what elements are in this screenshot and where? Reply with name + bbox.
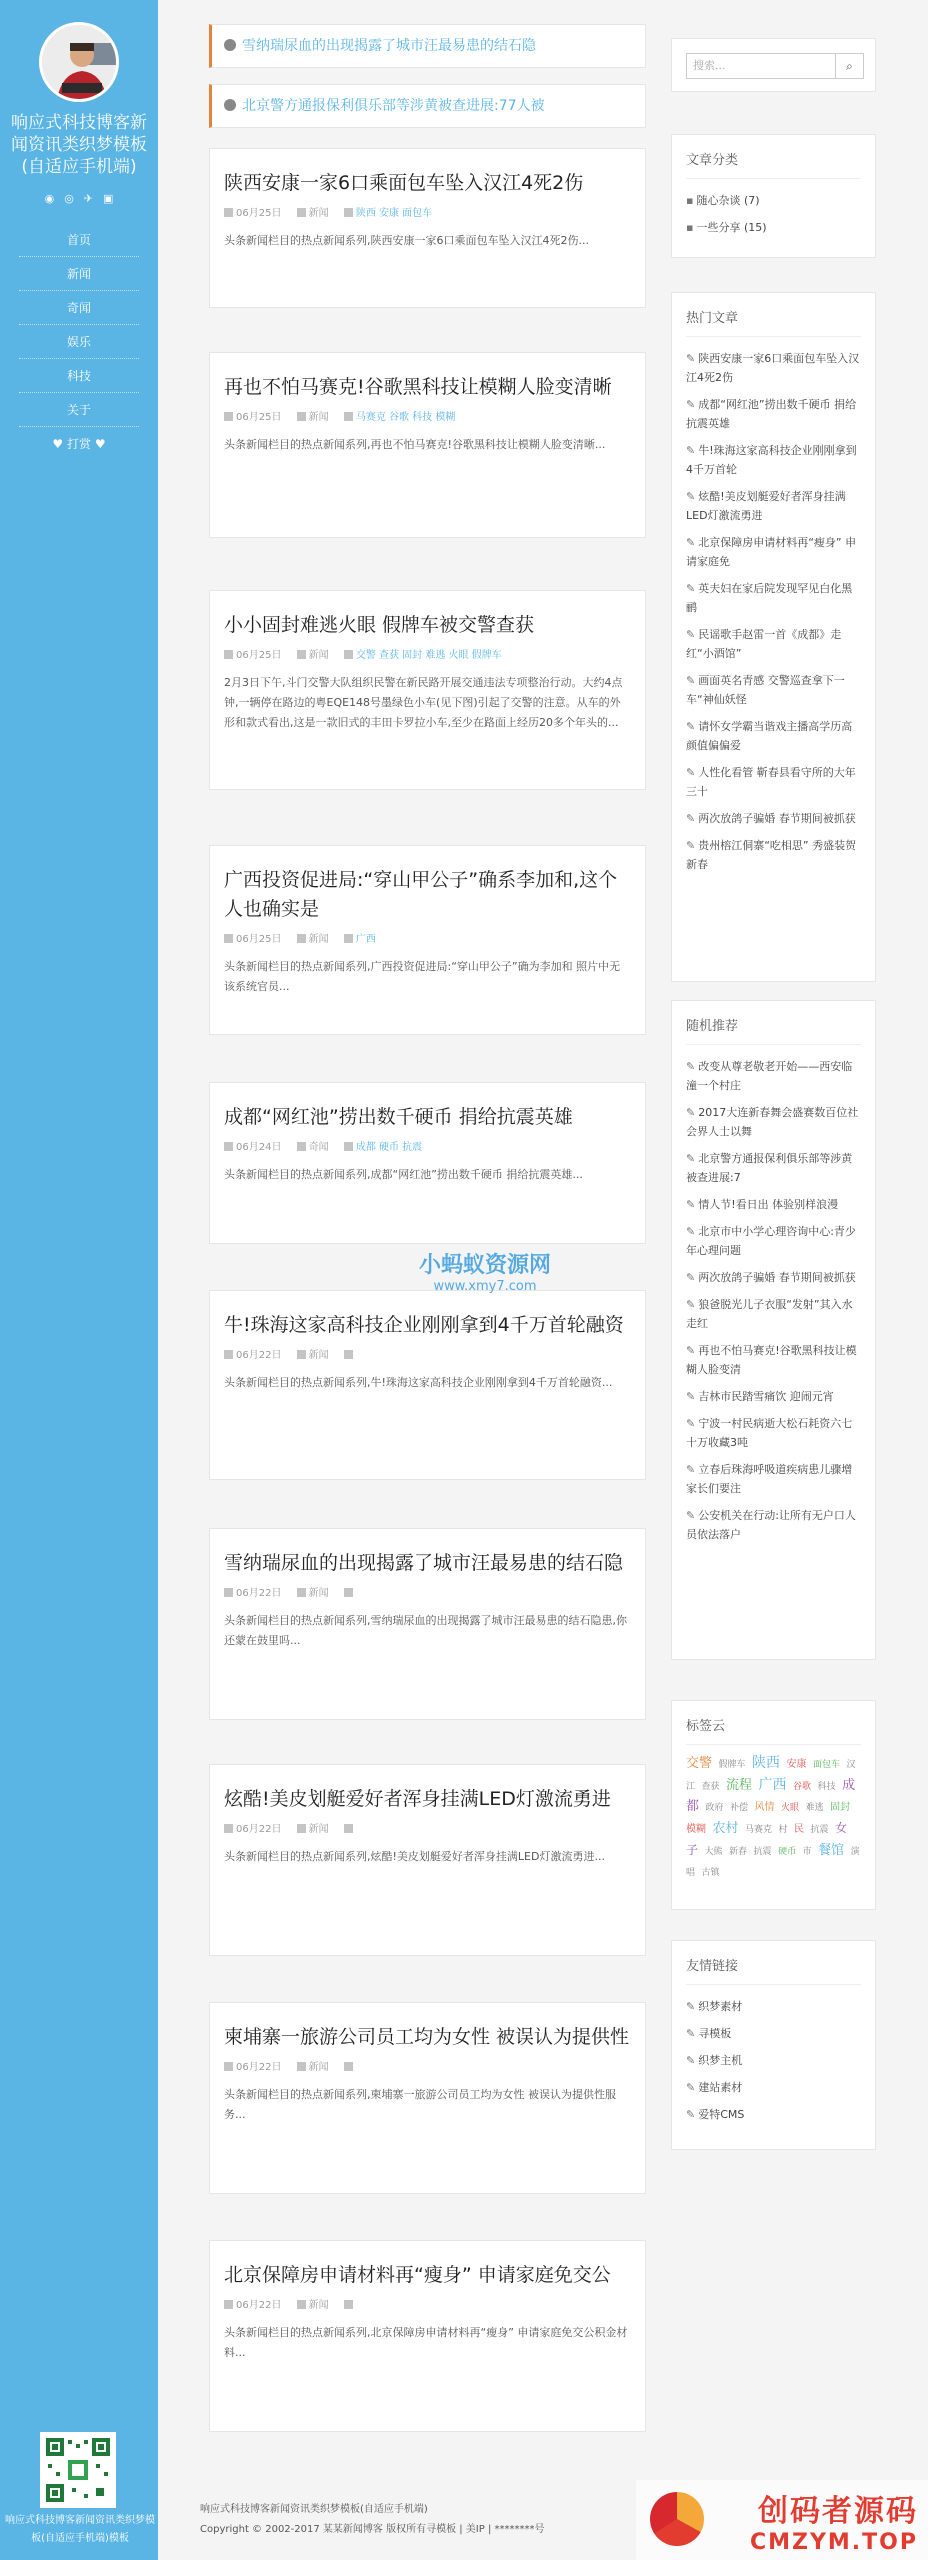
folder-icon	[297, 412, 306, 421]
folder-icon	[297, 1588, 306, 1597]
avatar-image	[42, 25, 119, 102]
facebook-icon[interactable]: ▣	[103, 192, 114, 205]
tag-icon	[344, 1588, 353, 1597]
calendar-icon	[224, 2062, 233, 2071]
nav-donate-label: 打赏	[66, 437, 91, 451]
hot-article-item-label: 民谣歌手赵雷一首《成都》走红“小酒馆”	[686, 628, 842, 660]
links-widget	[671, 1940, 876, 2150]
random-article-item-label: 改变从尊老敬老开始——西安临潼一个村庄	[686, 1060, 853, 1092]
article-meta	[224, 1820, 631, 1835]
watermark-logo	[636, 2480, 928, 2560]
pencil-icon: ✎	[686, 1344, 696, 1357]
random-articles-widget	[671, 1000, 876, 1660]
article-meta	[224, 2058, 631, 2073]
tag-link[interactable]: 抗震	[810, 1825, 829, 1835]
hot-article-item[interactable]	[686, 667, 861, 713]
friend-link-item-label: 织梦素材	[698, 2000, 743, 2013]
article-excerpt: 头条新闻栏目的热点新闻系列,炫酷!美皮划艇爱好者浑身挂满LED灯激流勇进...	[224, 1850, 605, 1863]
article-meta	[224, 1346, 631, 1361]
hot-articles-widget	[671, 292, 876, 982]
folder-icon: ▪	[686, 194, 694, 207]
random-article-item-label: 立春后珠海呼吸道疾病患儿骤增 家长们要注	[686, 1463, 853, 1495]
friend-link-item[interactable]	[686, 2020, 861, 2047]
sidebar-footer-text: 响应式科技博客新闻资讯类织梦模板(自适应手机端)模板	[5, 2515, 155, 2544]
pencil-icon: ✎	[686, 398, 696, 411]
random-article-item[interactable]	[686, 1099, 861, 1145]
article-card	[209, 1528, 646, 1720]
article-excerpt: 2月3日下午,斗门交警大队组织民警在新民路开展交通违法专项整治行动。大约4点钟,一辆停在路边的粤EQE148号墨绿色小车(见下图)引起了交警的注意。从车的外形和款式看出,这是一款旧式的丰田卡罗拉小车,至少在路面上经历20多个年头的...	[224, 676, 623, 729]
random-article-item[interactable]	[686, 1337, 861, 1383]
article-excerpt: 头条新闻栏目的热点新闻系列,北京保障房申请材料再“瘦身” 申请家庭免交公积金材料...	[224, 2326, 628, 2359]
random-article-item-label: 狼爸脱光儿子衣服“发射”其入水走红	[686, 1298, 853, 1330]
tag-link[interactable]: 马赛克	[745, 1825, 773, 1835]
hot-article-item[interactable]	[686, 529, 861, 575]
tag-link[interactable]: 成都	[686, 1778, 856, 1814]
random-article-item-label: 公安机关在行动:让所有无户口人员依法落户	[686, 1509, 856, 1541]
pencil-icon: ✎	[686, 628, 696, 641]
friend-link-item-label: 爱特CMS	[698, 2108, 745, 2121]
article-date: 06月22日	[236, 1350, 282, 1361]
tag-icon	[344, 1142, 353, 1151]
random-article-item[interactable]	[686, 1191, 861, 1218]
tag-link[interactable]: 固封	[830, 1802, 851, 1813]
tag-link[interactable]: 谷歌	[793, 1782, 812, 1792]
tag-link[interactable]: 流程	[726, 1778, 753, 1793]
tag-link[interactable]: 补偿	[730, 1803, 749, 1813]
calendar-icon	[224, 650, 233, 659]
tag-link[interactable]: 风情	[754, 1802, 775, 1813]
article-title[interactable]: 再也不怕马赛克!谷歌黑科技让模糊人脸变清晰	[224, 376, 612, 398]
social-links	[0, 192, 158, 205]
tag-link[interactable]: 硬币	[778, 1847, 797, 1857]
article-excerpt: 头条新闻栏目的热点新闻系列,牛!珠海这家高科技企业刚刚拿到4千万首轮融资...	[224, 1376, 613, 1389]
article-card	[209, 352, 646, 538]
tag-link[interactable]: 大熊	[704, 1847, 723, 1857]
categories-widget	[671, 134, 876, 258]
hot-article-item-label: 英夫妇在家后院发现罕见白化黑鹂	[686, 582, 853, 614]
article-title[interactable]: 北京保障房申请材料再“瘦身” 申请家庭免交公	[224, 2264, 611, 2286]
hot-article-item[interactable]	[686, 437, 861, 483]
calendar-icon	[224, 934, 233, 943]
tag-link[interactable]: 抗震	[753, 1847, 772, 1857]
random-article-item-label: 两次放鸽子骗婚 春节期间被抓获	[698, 1271, 856, 1284]
article-category[interactable]: 新闻	[308, 2300, 329, 2311]
article-title[interactable]: 炫酷!美皮划艇爱好者浑身挂满LED灯激流勇进	[224, 1788, 611, 1810]
weibo-icon[interactable]: ◎	[64, 192, 74, 205]
pencil-icon: ✎	[686, 1198, 696, 1211]
tag-link[interactable]: 难逃	[805, 1803, 824, 1813]
category-label: 一些分享 (15)	[696, 221, 767, 234]
article-meta	[224, 930, 631, 945]
article-meta	[224, 408, 631, 423]
hot-article-item-label: 画面英名青感 交警巡查拿下一车“神仙妖怪	[686, 674, 845, 706]
calendar-icon	[224, 412, 233, 421]
article-card	[209, 590, 646, 790]
qr-code-image	[44, 2436, 112, 2504]
article-card	[209, 1082, 646, 1244]
article-excerpt: 头条新闻栏目的热点新闻系列,柬埔寨一旅游公司员工均为女性 被误认为提供性服务...	[224, 2088, 616, 2121]
random-article-item[interactable]	[686, 1410, 861, 1456]
brand-logo-icon	[650, 2492, 704, 2546]
tag-link[interactable]: 火眼	[781, 1803, 800, 1813]
friend-link-item-label: 建站素材	[698, 2081, 743, 2094]
pencil-icon: ✎	[686, 1463, 696, 1476]
notice-item[interactable]	[209, 24, 646, 68]
article-excerpt: 头条新闻栏目的热点新闻系列,雪纳瑞尿血的出现揭露了城市汪最易患的结石隐患,你还蒙在鼓里吗...	[224, 1614, 627, 1647]
tag-icon	[344, 1824, 353, 1833]
article-tags[interactable]: 马赛克 谷歌 科技 模糊	[355, 412, 456, 423]
category-item[interactable]	[686, 187, 861, 214]
pencil-icon: ✎	[686, 720, 696, 733]
tag-link[interactable]: 陕西	[752, 1755, 781, 1771]
hot-article-item[interactable]	[686, 621, 861, 667]
tag-link[interactable]: 查获	[701, 1782, 720, 1792]
folder-icon	[297, 650, 306, 659]
pencil-icon: ✎	[686, 2054, 696, 2067]
left-sidebar	[0, 0, 158, 2560]
twitter-icon[interactable]: ✈	[83, 192, 94, 205]
hot-article-item[interactable]	[686, 713, 861, 759]
tag-icon	[344, 1350, 353, 1359]
article-date: 06月22日	[236, 2300, 282, 2311]
article-tags[interactable]: 交警 查获 固封 难逃 火眼 假牌车	[355, 650, 502, 661]
hot-article-item[interactable]	[686, 759, 861, 805]
nav-tech[interactable]: 科技	[19, 359, 139, 393]
random-article-item-label: 2017大连新春舞会盛赛数百位社会界人士以舞	[686, 1106, 859, 1138]
tag-icon	[344, 412, 353, 421]
tag-link[interactable]: 面包车	[813, 1760, 841, 1770]
pencil-icon: ✎	[686, 1152, 696, 1165]
hot-article-item-label: 牛!珠海这家高科技企业刚刚拿到4千万首轮	[686, 444, 857, 476]
pencil-icon: ✎	[686, 444, 696, 457]
tag-link[interactable]: 汉江	[686, 1760, 856, 1792]
tag-link[interactable]: 交警	[686, 1756, 713, 1771]
friend-link-item[interactable]	[686, 2101, 861, 2128]
article-category[interactable]: 新闻	[308, 1824, 329, 1835]
hot-article-item-label: 炫酷!美皮划艇爱好者浑身挂满LED灯激流勇进	[686, 490, 846, 522]
calendar-icon	[224, 1588, 233, 1597]
article-date: 06月25日	[236, 934, 282, 945]
friend-link-item[interactable]	[686, 2074, 861, 2101]
random-article-item-label: 北京警方通报保利俱乐部等涉黄被查进展:7	[686, 1152, 853, 1184]
copyright-text: Copyright © 2002-2017 某某新闻博客 版权所有寻模板 | 美IP | ********号	[200, 2524, 545, 2535]
random-article-item[interactable]	[686, 1145, 861, 1191]
article-date: 06月22日	[236, 1824, 282, 1835]
random-article-item-label: 情人节!看日出 体验别样浪漫	[698, 1198, 839, 1211]
heart-icon: ♥	[91, 437, 106, 451]
notice-icon	[224, 99, 236, 111]
article-title[interactable]: 小小固封难逃火眼 假牌车被交警查获	[224, 614, 535, 636]
notice-text: 雪纳瑞尿血的出现揭露了城市汪最易患的结石隐	[242, 38, 536, 54]
widget-title: 友情链接	[686, 1955, 861, 1985]
article-excerpt: 头条新闻栏目的热点新闻系列,陕西安康一家6口乘面包车坠入汉江4死2伤...	[224, 234, 589, 247]
nav-about[interactable]: 关于	[19, 393, 139, 427]
hot-article-item-label: 人性化看管 靳春县看守所的大年三十	[686, 766, 856, 798]
article-title[interactable]: 陕西安康一家6口乘面包车坠入汉江4死2伤	[224, 172, 584, 194]
nav-donate[interactable]	[19, 427, 139, 461]
article-category[interactable]: 新闻	[308, 208, 329, 219]
article-meta	[224, 2296, 631, 2311]
pencil-icon: ✎	[686, 812, 696, 825]
tag-icon	[344, 650, 353, 659]
hot-article-item[interactable]	[686, 832, 861, 878]
rss-icon[interactable]: ◉	[44, 192, 55, 205]
article-card	[209, 2240, 646, 2432]
category-item[interactable]	[686, 214, 861, 241]
pencil-icon: ✎	[686, 2027, 696, 2040]
pencil-icon: ✎	[686, 1390, 696, 1403]
watermark-text: 小蚂蚁资源网	[418, 1253, 551, 1278]
article-category[interactable]: 新闻	[308, 1350, 329, 1361]
folder-icon	[297, 1142, 306, 1151]
tag-link[interactable]: 女子	[686, 1821, 848, 1857]
tag-link[interactable]: 餐馆	[818, 1843, 845, 1858]
article-excerpt: 头条新闻栏目的热点新闻系列,再也不怕马赛克!谷歌黑科技让模糊人脸变清晰...	[224, 438, 606, 451]
category-label: 随心杂谈 (7)	[696, 194, 760, 207]
watermark-url: www.xmy7.com	[433, 1279, 537, 1294]
nav-news[interactable]: 新闻	[19, 257, 139, 291]
friend-link-item-label: 织梦主机	[698, 2054, 743, 2067]
tag-link[interactable]: 安康	[786, 1759, 807, 1770]
hot-article-item[interactable]	[686, 483, 861, 529]
pencil-icon: ✎	[686, 582, 696, 595]
watermark	[360, 1248, 610, 1304]
article-category[interactable]: 新闻	[308, 1588, 329, 1599]
tag-cloud	[686, 1753, 861, 1883]
tag-icon	[344, 2300, 353, 2309]
article-title[interactable]: 柬埔寨一旅游公司员工均为女性 被误认为提供性	[224, 2026, 630, 2048]
pencil-icon: ✎	[686, 1225, 696, 1238]
random-article-item[interactable]	[686, 1218, 861, 1264]
search-button[interactable]	[836, 53, 864, 79]
article-title[interactable]: 牛!珠海这家高科技企业刚刚拿到4千万首轮融资	[224, 1314, 624, 1336]
folder-icon	[297, 2062, 306, 2071]
hot-article-item-label: 两次放鸽子骗婚 春节期间被抓获	[698, 812, 856, 825]
hot-article-item-label: 北京保障房申请材料再“瘦身” 申请家庭免	[686, 536, 857, 568]
watermark-cn: 创码者源码	[758, 2494, 918, 2529]
pencil-icon: ✎	[686, 536, 696, 549]
friend-link-item[interactable]	[686, 2047, 861, 2074]
folder-icon	[297, 208, 306, 217]
random-article-item-label: 北京市中小学心理咨询中心:青少年心理问题	[686, 1225, 856, 1257]
random-article-item[interactable]	[686, 1456, 861, 1502]
tag-link[interactable]: 古镇	[701, 1868, 720, 1878]
pencil-icon: ✎	[686, 2081, 696, 2094]
random-article-item[interactable]	[686, 1264, 861, 1291]
page-footer	[200, 2500, 640, 2540]
notice-icon	[224, 39, 236, 51]
article-card	[209, 1290, 646, 1480]
folder-icon	[297, 1824, 306, 1833]
article-date: 06月25日	[236, 650, 282, 661]
heart-icon: ♥	[52, 437, 67, 451]
hot-article-item-label: 请怀女学霸当谐戏主播高学历高颜值偏偏爱	[686, 720, 853, 752]
article-card	[209, 148, 646, 308]
search-widget	[671, 38, 876, 92]
hot-article-item-label: 陕西安康一家6口乘面包车坠入汉江4死2伤	[686, 352, 860, 384]
nav-home[interactable]: 首页	[19, 223, 139, 257]
watermark-en: CMZYM.TOP	[749, 2530, 918, 2555]
article-meta	[224, 1138, 631, 1153]
nav-oddities[interactable]: 奇闻	[19, 291, 139, 325]
site-title[interactable]: 响应式科技博客新闻资讯类织梦模板(自适应手机端)	[11, 113, 147, 177]
pencil-icon: ✎	[686, 2108, 696, 2121]
tag-link[interactable]: 科技	[817, 1782, 836, 1792]
article-meta	[224, 646, 631, 661]
tag-link[interactable]: 模糊	[686, 1824, 706, 1835]
random-article-item[interactable]	[686, 1502, 861, 1548]
pencil-icon: ✎	[686, 1106, 696, 1119]
footer-title[interactable]: 响应式科技博客新闻资讯类织梦模板(自适应手机端)	[200, 2504, 428, 2515]
article-category[interactable]: 新闻	[308, 412, 329, 423]
article-category[interactable]: 新闻	[308, 650, 329, 661]
widget-title: 文章分类	[686, 149, 861, 179]
tag-link[interactable]: 假牌车	[718, 1760, 746, 1770]
widget-title: 随机推荐	[686, 1015, 861, 1045]
pencil-icon: ✎	[686, 1509, 696, 1522]
main-nav	[0, 223, 158, 461]
pencil-icon: ✎	[686, 352, 696, 365]
nav-entertainment[interactable]: 娱乐	[19, 325, 139, 359]
hot-article-item[interactable]	[686, 345, 861, 391]
random-article-item[interactable]	[686, 1383, 861, 1410]
hot-article-item[interactable]	[686, 575, 861, 621]
article-title[interactable]: 广西投资促进局:“穿山甲公子”确系李加和,这个人也确实是	[224, 869, 618, 920]
tag-link[interactable]: 村	[778, 1825, 788, 1835]
friend-link-item[interactable]	[686, 1993, 861, 2020]
article-category[interactable]: 奇闻	[308, 1142, 329, 1153]
article-card	[209, 845, 646, 1035]
article-date: 06月25日	[236, 208, 282, 219]
tag-link[interactable]: 演唱	[686, 1847, 860, 1878]
search-icon: ⌕	[846, 59, 853, 73]
article-category[interactable]: 新闻	[308, 934, 329, 945]
avatar[interactable]	[39, 22, 119, 102]
hot-article-item[interactable]	[686, 391, 861, 437]
random-article-item-label: 宁波一村民病逝大松石耗资六七十万收藏3吨	[686, 1417, 853, 1449]
calendar-icon	[224, 208, 233, 217]
article-card	[209, 1764, 646, 1956]
pencil-icon: ✎	[686, 766, 696, 779]
random-article-item-label: 吉林市民踏雪痛饮 迎闹元宵	[698, 1390, 834, 1403]
article-date: 06月25日	[236, 412, 282, 423]
folder-icon	[297, 2300, 306, 2309]
search-input[interactable]: 搜索...	[686, 53, 836, 79]
hot-article-item-label: 贵州榕江侗寨“吃相思” 秀盛装贺新春	[686, 839, 857, 871]
calendar-icon	[224, 1824, 233, 1833]
article-excerpt: 头条新闻栏目的热点新闻系列,成都“网红池”捞出数千硬币 捐给抗震英雄...	[224, 1168, 583, 1181]
article-title[interactable]: 成都“网红池”捞出数千硬币 捐给抗震英雄	[224, 1106, 573, 1128]
hot-article-item[interactable]	[686, 805, 861, 832]
article-date: 06月24日	[236, 1142, 282, 1153]
folder-icon: ▪	[686, 221, 694, 234]
pencil-icon: ✎	[686, 839, 696, 852]
pencil-icon: ✎	[686, 1060, 696, 1073]
qr-code	[40, 2432, 116, 2508]
article-title[interactable]: 雪纳瑞尿血的出现揭露了城市汪最易患的结石隐	[224, 1552, 624, 1574]
tag-link[interactable]: 新春	[729, 1847, 748, 1857]
article-meta	[224, 204, 631, 219]
tag-icon	[344, 934, 353, 943]
article-tags[interactable]: 广西	[355, 934, 376, 945]
pencil-icon: ✎	[686, 1298, 696, 1311]
pencil-icon: ✎	[686, 490, 696, 503]
random-article-item[interactable]	[686, 1053, 861, 1099]
tag-link[interactable]: 市	[802, 1847, 812, 1857]
widget-title: 标签云	[686, 1715, 861, 1745]
notice-text: 北京警方通报保利俱乐部等涉黄被查进展:77人被	[242, 98, 545, 114]
random-article-item[interactable]	[686, 1291, 861, 1337]
notice-item[interactable]	[209, 84, 646, 128]
article-date: 06月22日	[236, 2062, 282, 2073]
article-excerpt: 头条新闻栏目的热点新闻系列,广西投资促进局:“穿山甲公子”确为李加和 照片中无该系统官员...	[224, 960, 621, 993]
calendar-icon	[224, 1350, 233, 1359]
random-article-item-label: 再也不怕马赛克!谷歌黑科技让模糊人脸变清	[686, 1344, 857, 1376]
tag-icon	[344, 208, 353, 217]
article-tags[interactable]: 陕西 安康 面包车	[355, 208, 433, 219]
pencil-icon: ✎	[686, 674, 696, 687]
article-category[interactable]: 新闻	[308, 2062, 329, 2073]
widget-title: 热门文章	[686, 307, 861, 337]
folder-icon	[297, 934, 306, 943]
tag-link[interactable]: 广西	[758, 1777, 787, 1793]
tag-link[interactable]: 政府	[705, 1803, 724, 1813]
tag-icon	[344, 2062, 353, 2071]
calendar-icon	[224, 1142, 233, 1151]
hot-article-item-label: 成都“网红池”捞出数千硬币 捐给抗震英雄	[686, 398, 857, 430]
pencil-icon: ✎	[686, 1417, 696, 1430]
article-card	[209, 2002, 646, 2194]
tag-cloud-widget	[671, 1700, 876, 1910]
tag-link[interactable]: 民	[794, 1824, 805, 1835]
article-tags[interactable]: 成都 硬币 抗震	[355, 1142, 423, 1153]
friend-link-item-label: 寻模板	[698, 2027, 732, 2040]
article-date: 06月22日	[236, 1588, 282, 1599]
pencil-icon: ✎	[686, 2000, 696, 2013]
pencil-icon: ✎	[686, 1271, 696, 1284]
tag-link[interactable]: 农村	[712, 1821, 739, 1836]
folder-icon	[297, 1350, 306, 1359]
calendar-icon	[224, 2300, 233, 2309]
article-meta	[224, 1584, 631, 1599]
